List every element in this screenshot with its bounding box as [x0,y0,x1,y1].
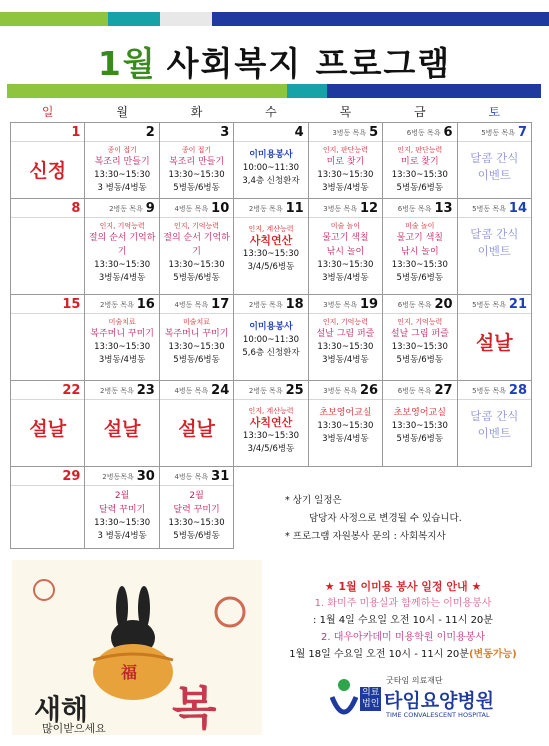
info-line-4 [264,646,542,663]
day-number: 17 [211,296,230,312]
day-header-row [309,381,382,400]
program-category: 미술 놀이 [405,221,435,230]
logo-hanja-1: 의료 [362,688,380,698]
program-time: 13:30~15:30 [391,259,448,270]
day-header-row [383,295,456,314]
bath-schedule: 4병동 목욕 [174,472,209,481]
bath-schedule: 4병동 목욕 [174,204,209,213]
day-cell [159,466,233,548]
info-heading: ★ 1월 이미용 봉사 일정 안내 ★ [324,580,482,593]
program-event [383,142,456,195]
day-number: 4 [294,124,304,140]
program-time: 13:30~15:30 [94,259,151,270]
program-event [85,218,158,285]
day-number: 1 [71,124,81,140]
program-time: 13:30~15:30 [391,169,448,180]
bath-schedule: 5병동 목욕 [472,386,506,395]
day-cell [457,294,531,380]
day-header-row [383,381,456,400]
program-name: 절의 순서 기억하기 [88,232,156,257]
program-wards: 3병동/4병동 [322,354,369,365]
bath-schedule: 3병동 목욕 [332,128,367,137]
program-name-2: 낚시 놀이 [326,246,365,257]
hospital-logo [330,675,530,730]
program-event [160,486,233,543]
bath-schedule: 4병동 목욕 [174,300,209,309]
day-number: 20 [434,296,453,312]
day-header-row [458,199,531,218]
program-event [309,314,382,367]
program-name: 복조리 만들기 [169,156,225,167]
program-name: 물고기 색칠 [322,232,369,243]
snack-event [458,400,531,442]
program-time: 13:30~15:30 [168,517,225,528]
day-header-row [11,123,84,142]
day-header-row [383,199,456,218]
program-wards: 5병동/6병동 [173,182,220,193]
day-header-row [458,123,531,142]
program-category: 인지, 계산능력 [248,406,294,415]
info-line-4-text: 1월 18일 수요일 오전 10시 - 11시 20분 [289,649,469,660]
day-number: 24 [211,382,230,398]
program-category: 2월 [189,490,204,501]
program-wards: 3/4/5/6병동 [247,443,295,454]
program-name: 설날 그림 퍼즐 [316,328,375,339]
bath-schedule: 2병동 목욕 [100,300,134,309]
program-category: 미술치료 [108,317,136,326]
program-time: 13:30~15:30 [168,341,225,352]
day-cell [234,380,308,466]
logo-hanja [360,687,381,711]
logo-name: 타임요양병원 [384,690,495,712]
program-event [85,486,158,543]
program-wards: 5,6층 신청환자 [242,347,300,358]
day-header-row [458,381,531,400]
snack-line-2: 이벤트 [477,167,511,182]
day-cell [85,198,159,294]
info-line-3: 2. 대우아카데미 미용학원 이미용봉사 [321,632,485,643]
day-number: 7 [517,124,527,140]
day-number: 12 [360,200,379,216]
day-header-row [11,467,84,486]
program-name: 미로 찾기 [326,156,365,167]
program-event [383,400,456,446]
day-header: 수 [234,102,308,122]
new-year-banner [12,560,262,735]
program-time: 13:30~15:30 [242,430,300,441]
day-cell [159,122,233,198]
program-name: 사칙연산 [249,233,293,247]
day-cell [11,380,85,466]
program-wards: 3 병동/4병동 [97,530,147,541]
program-wards: 3병동/4병동 [322,182,369,193]
snack-event [458,218,531,260]
day-number: 5 [369,124,379,140]
day-cell [308,294,382,380]
program-name: 달력 꾸미기 [98,504,146,515]
note-line-1: * 상기 일정은 [285,495,342,506]
program-name: 이미용봉사 [249,149,293,160]
bath-schedule: 6병동 목욕 [397,386,432,395]
program-wards: 5병동/6병동 [173,530,220,541]
day-header-row [85,467,158,486]
day-number: 2 [145,124,155,140]
day-header-row [85,199,158,218]
program-wards: 3병동/4병동 [322,272,369,283]
snack-line-1: 달콤 간식 [470,408,519,423]
bath-schedule: 2병동목욕 [102,472,134,481]
day-header-row [234,381,307,400]
program-category: 미술치료 [183,317,211,326]
day-cell [383,380,457,466]
program-event [309,218,382,285]
program-name: 설날 그림 퍼즐 [390,328,449,339]
day-header-row [160,295,233,314]
day-header-row [160,381,233,400]
day-cell [85,380,159,466]
day-number: 27 [434,382,453,398]
program-wards: 5병동/6병동 [396,272,444,283]
snack-line-2: 이벤트 [477,425,511,440]
program-event [234,314,307,360]
day-cell [85,122,159,198]
program-event [383,218,456,285]
program-wards: 5병동/6병동 [396,354,444,365]
day-number: 19 [360,296,379,312]
bath-schedule: 6병동 목욕 [397,300,432,309]
day-header-row [160,199,233,218]
day-header-row [383,123,456,142]
program-event [160,218,233,285]
day-header-row [11,199,84,218]
program-category: 종이 접기 [107,145,137,154]
program-name: 초보영어교실 [393,407,446,418]
day-number: 15 [62,296,81,312]
bath-schedule: 5병동 목욕 [481,128,515,137]
day-number: 23 [136,382,155,398]
program-time: 13:30~15:30 [242,248,300,259]
program-time: 13:30~15:30 [317,259,374,270]
fortune-char: 福 [121,663,138,682]
info-line-2: : 1월 4일 수요일 오전 10시 - 11시 20분 [313,615,493,626]
note-line-3: * 프로그램 자원봉사 문의 : 사회복지사 [285,531,446,542]
snack-line-1: 달콤 간식 [470,226,519,241]
day-cell [308,122,382,198]
day-header-row [458,295,531,314]
day-number: 30 [136,468,155,484]
holiday-label: 설날 [103,417,141,440]
holiday-label: 신정 [29,159,67,182]
bath-schedule: 6병동 목욕 [406,128,441,137]
day-header: 월 [85,102,159,122]
program-wards: 5병동/6병동 [173,354,220,365]
bath-schedule: 2병동 목욕 [100,386,134,395]
day-cell [383,122,457,198]
program-name: 사칙연산 [249,415,293,429]
day-cell [159,380,233,466]
program-wards: 5병동/6병동 [396,433,444,444]
day-cell [11,466,85,548]
program-name: 복주머니 꾸미기 [164,328,229,339]
program-wards: 3 병동/4병동 [97,182,147,193]
day-cell [234,294,308,380]
program-wards: 3병동/4병동 [98,272,146,283]
program-time: 13:30~15:30 [391,420,448,431]
banner-subtitle: 많이받으세요 [42,722,106,735]
program-category: 미술 놀이 [330,221,361,230]
program-wards: 5병동/6병동 [396,182,444,193]
program-name: 복주머니 꾸미기 [90,328,154,339]
program-time: 13:30~15:30 [391,341,448,352]
day-number: 8 [71,200,81,216]
program-event [85,314,158,367]
day-number: 18 [285,296,304,312]
day-header-row [309,199,382,218]
day-cell [308,380,382,466]
program-event [309,400,382,446]
day-header-row [160,123,233,142]
program-event [160,314,233,367]
holiday-label: 설날 [178,417,215,440]
program-name-2: 낚시 놀이 [401,246,439,257]
day-cell [457,198,531,294]
day-number: 13 [434,200,453,216]
program-event [234,142,307,188]
calendar-table [10,102,532,549]
day-header-row [85,295,158,314]
snack-line-1: 달콤 간식 [470,150,519,165]
week-row [11,122,532,198]
day-cell [85,294,159,380]
info-line-1: 1. 화미주 미용실과 함께하는 이미용봉사 [314,598,492,609]
day-number: 28 [508,382,527,398]
day-number: 3 [220,124,230,140]
day-number: 31 [211,468,230,484]
program-event [234,400,307,456]
day-cell [383,198,457,294]
beauty-service-info [264,578,542,663]
day-header-row [234,199,307,218]
bath-schedule: 2병동 목욕 [248,300,283,309]
bath-schedule: 4병동 목욕 [174,386,209,395]
day-cell [159,294,233,380]
day-cell [85,466,159,548]
day-number: 9 [145,200,155,216]
bottom-color-strip [7,84,541,98]
program-wards: 3/4/5/6병동 [247,261,295,272]
holiday-label: 설날 [29,417,67,440]
program-name: 복조리 만들기 [94,156,150,167]
program-time: 13:30~15:30 [94,341,151,352]
program-time: 13:30~15:30 [168,259,225,270]
day-number: 10 [211,200,230,216]
day-header: 일 [11,102,85,122]
day-header-row [160,467,233,486]
program-time: 13:30~15:30 [317,420,374,431]
program-category: 인지, 계산능력 [248,224,294,233]
program-time: 13:30~15:30 [168,169,225,180]
program-time: 13:30~15:30 [317,169,374,180]
program-category: 인지, 기억능력 [322,317,368,326]
day-cell [234,198,308,294]
holiday-label: 설날 [475,331,513,354]
week-row [11,198,532,294]
day-cell [383,294,457,380]
bath-schedule: 2병동 목욕 [109,204,143,213]
day-cell [11,294,85,380]
program-name: 미로 찾기 [401,156,439,167]
program-name: 물고기 색칠 [396,232,443,243]
day-header-row [11,381,84,400]
snack-line-2: 이벤트 [477,243,511,258]
day-cell [11,198,85,294]
day-header-row [234,295,307,314]
day-cell [234,122,308,198]
day-cell [11,122,85,198]
program-name: 달력 꾸미기 [173,504,220,515]
day-header-row [309,123,382,142]
program-category: 인지, 판단능력 [322,145,368,154]
program-category: 인지, 기억능력 [174,221,220,230]
day-number: 25 [285,382,304,398]
bath-schedule: 2병동 목욕 [248,386,283,395]
day-cell [159,198,233,294]
day-number: 11 [285,200,304,216]
program-time: 13:30~15:30 [94,169,151,180]
program-wards: 3,4층 신청환자 [242,175,300,186]
program-name: 절의 순서 기억하기 [163,232,230,257]
day-number: 16 [136,296,155,312]
program-category: 인지, 기억능력 [397,317,443,326]
program-event [234,218,307,274]
day-header-row [11,295,84,314]
banner-bok: 복 [172,681,217,735]
day-number: 26 [360,382,379,398]
notes [285,492,462,546]
day-header-row [309,295,382,314]
bath-schedule: 3병동 목욕 [323,204,358,213]
week-row [11,380,532,466]
bath-schedule: 5병동 목욕 [472,300,506,309]
bath-schedule: 2병동 목욕 [248,204,283,213]
program-time: 13:30~15:30 [317,341,374,352]
program-event [85,142,158,195]
logo-hanja-2: 법인 [362,699,380,709]
program-category: 2월 [114,490,130,501]
day-number: 14 [508,200,527,216]
empty-cell [457,466,531,548]
day-cell [308,198,382,294]
program-name: 초보영어교실 [319,407,372,418]
program-event [309,142,382,195]
day-header-row [85,123,158,142]
page-title [0,38,549,85]
week-row [11,294,532,380]
program-category: 인지, 판단능력 [397,145,443,154]
program-time: 10:00~11:30 [242,162,300,173]
day-number: 6 [443,124,453,140]
program-wards: 3병동/4병동 [98,354,146,365]
program-time: 13:30~15:30 [94,517,151,528]
day-header-row [234,123,307,142]
day-header: 목 [308,102,382,122]
program-name: 이미용봉사 [249,321,293,332]
day-header: 화 [159,102,233,122]
note-line-2: 담당자 사정으로 변경될 수 있습니다. [309,513,462,524]
title-month: 1월 [97,44,157,83]
day-header: 금 [383,102,457,122]
logo-small: 굿타임 의료재단 [386,676,443,685]
bath-schedule: 3병동 목욕 [323,386,358,395]
logo-english: TIME CONVALESCENT HOSPITAL [386,711,490,719]
title-text: 사회복지 프로그램 [166,44,452,83]
day-header-row [85,381,158,400]
program-category: 종이 접기 [181,145,212,154]
day-cell [457,380,531,466]
day-header: 토 [457,102,531,122]
program-wards: 3병동/4병동 [322,433,369,444]
banner-title: 새해 [34,693,89,726]
program-event [160,142,233,195]
bath-schedule: 3병동 목욕 [323,300,358,309]
top-color-strip [0,12,549,26]
program-time: 10:00~11:30 [242,334,300,345]
bath-schedule: 5병동 목욕 [472,204,506,213]
program-category: 인지, 기억능력 [99,221,145,230]
snack-event [458,142,531,184]
day-number: 21 [508,296,527,312]
bath-schedule: 6병동 목욕 [397,204,432,213]
logo-figure-icon [330,677,358,727]
day-number: 22 [62,382,81,398]
day-cell [457,122,531,198]
day-number: 29 [62,468,81,484]
program-wards: 5병동/6병동 [173,272,220,283]
info-line-4-note: (변동가능) [468,649,517,660]
program-event [383,314,456,367]
